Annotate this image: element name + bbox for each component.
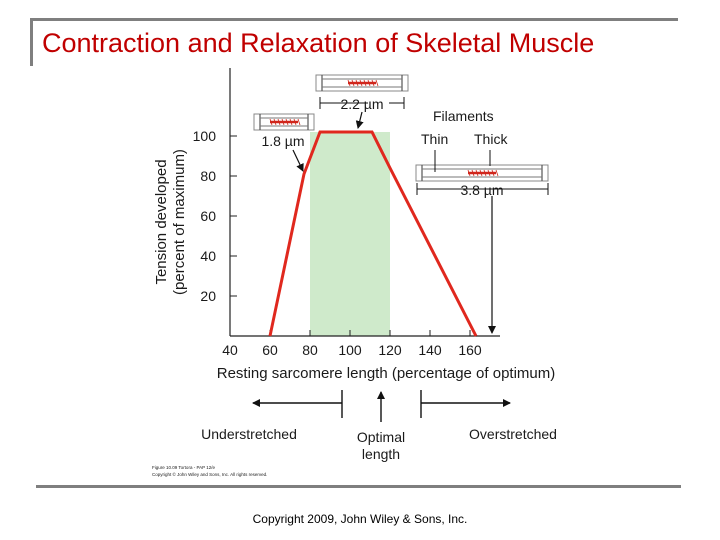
x-tick-label: 140: [418, 342, 442, 358]
sarcomere-optimal: [316, 75, 408, 91]
optimal-length-label-line1: Optimal: [356, 429, 406, 445]
sarcomere-long: [416, 165, 548, 181]
optimal-length-band-layer: [310, 132, 390, 336]
arrow-to-peak: [358, 112, 362, 128]
thick-filament-label: Thick: [474, 131, 508, 147]
understretched-label: Understretched: [201, 426, 297, 442]
y-tick-label: 40: [200, 248, 216, 264]
x-tick-label: 40: [222, 342, 238, 358]
x-tick-label: 100: [338, 342, 362, 358]
arrow-to-knee: [293, 150, 303, 171]
x-tick-label: 80: [302, 342, 318, 358]
copyright-notice: Copyright 2009, John Wiley & Sons, Inc.: [252, 512, 468, 526]
sarcomere-diagrams-layer: [254, 75, 548, 181]
x-tick-label: 160: [458, 342, 482, 358]
x-tick-label: 120: [378, 342, 402, 358]
sarcomere-label-long: 3.8 µm: [460, 182, 504, 198]
x-tick-label: 60: [262, 342, 278, 358]
optimal-length-label-line2: length: [361, 446, 401, 462]
x-axis-label: Resting sarcomere length (percentage of optimum): [216, 365, 556, 382]
sarcomere-label-short: 1.8 µm: [261, 133, 305, 149]
bottom-rule: [36, 485, 681, 488]
y-tick-label: 60: [200, 208, 216, 224]
y-tick-label: 20: [200, 288, 216, 304]
filaments-heading: Filaments: [433, 108, 494, 124]
sarcomere-short: [254, 114, 314, 130]
overstretched-label: Overstretched: [469, 426, 557, 442]
sarcomere-label-optimal: 2.2 µm: [340, 96, 384, 112]
figure-credit-line2: Copyright © John Wiley and Sons, Inc. All rights reserved.: [152, 472, 268, 477]
y-axis-label-line1: Tension developed: [153, 159, 170, 285]
slide-title: Contraction and Relaxation of Skeletal Muscle: [42, 28, 595, 58]
figure-credit-line1: Figure 10.09 Tortora - PAP 12/e: [152, 465, 216, 470]
y-axis-label-line2: (percent of maximum): [171, 149, 188, 295]
y-tick-label: 80: [200, 168, 216, 184]
optimal-length-band: [310, 132, 390, 336]
y-tick-label: 100: [192, 128, 216, 144]
thin-filament-label: Thin: [421, 131, 449, 147]
